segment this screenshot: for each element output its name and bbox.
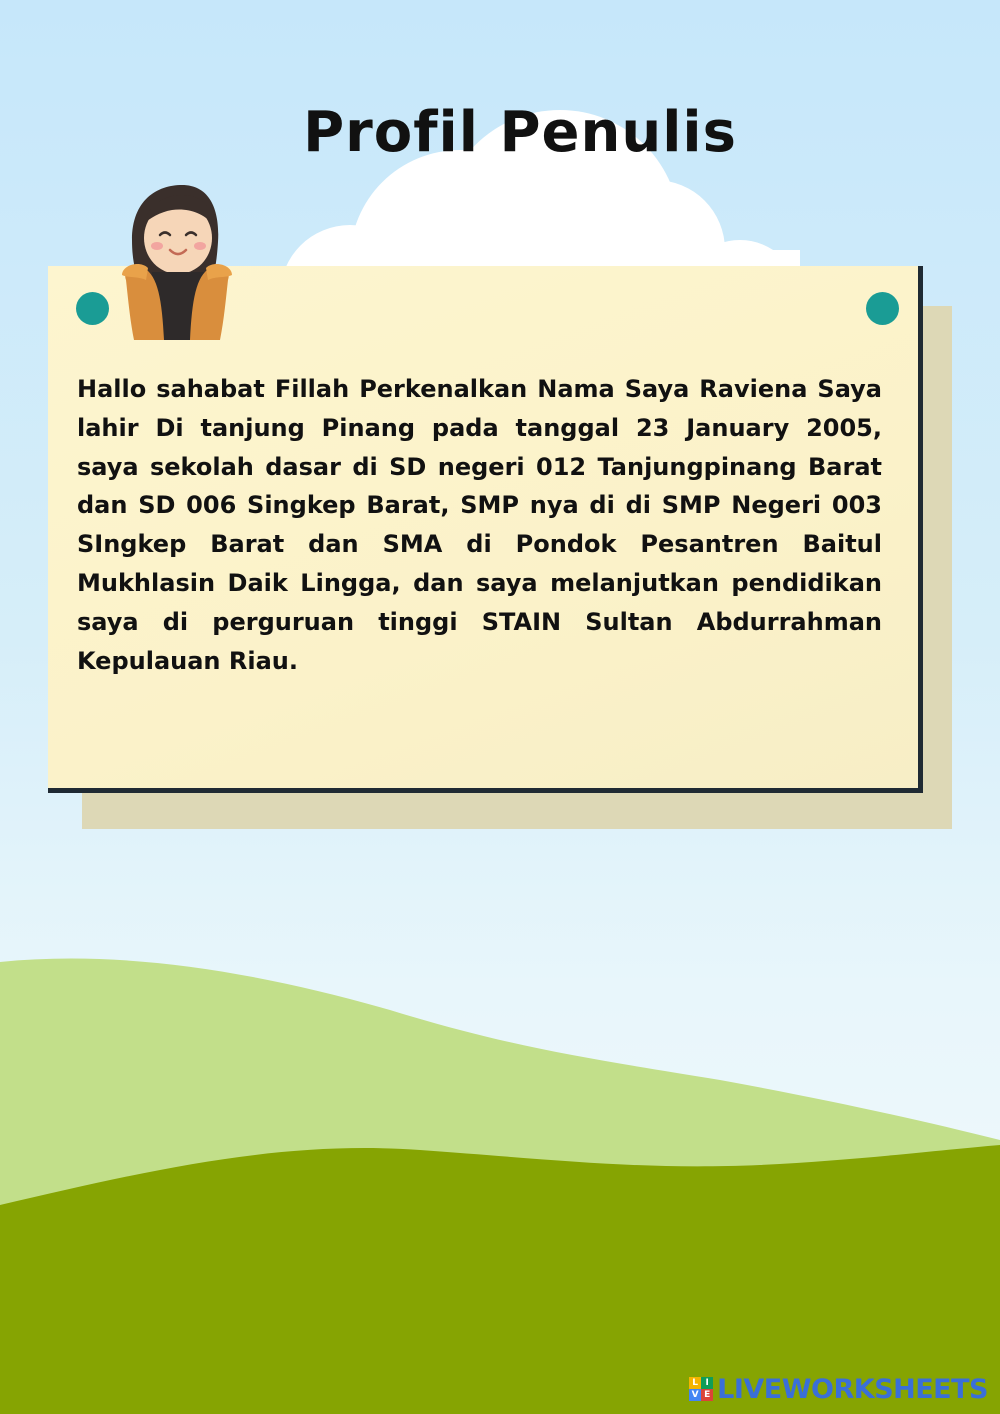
profile-paragraph: Hallo sahabat Fillah Perkenalkan Nama Saya Raviena Saya lahir Di tanjung Pinang pada tanggal 23 January 2005, saya sekolah dasar di SD negeri 012 Tanjungpinang Barat dan SD 006 Singkep Barat, SMP nya di di SMP Negeri 003 SIngkep Barat dan SMA di Pondok Pesantren Baitul Mukhlasin Daik Lingga, dan saya melanjutkan pendidikan saya di perguruan tinggi STAIN Sultan Abdurrahman Kepulauan Riau. <box>77 375 882 675</box>
watermark-text: LIVEWORKSHEETS <box>717 1373 988 1405</box>
pin-icon <box>866 292 899 325</box>
page-title: Profil Penulis <box>303 100 737 165</box>
pin-icon <box>76 292 109 325</box>
liveworksheets-watermark <box>689 1372 988 1406</box>
liveworksheets-logo-icon: L I V E <box>689 1377 713 1401</box>
girl-illustration-icon <box>112 180 242 346</box>
